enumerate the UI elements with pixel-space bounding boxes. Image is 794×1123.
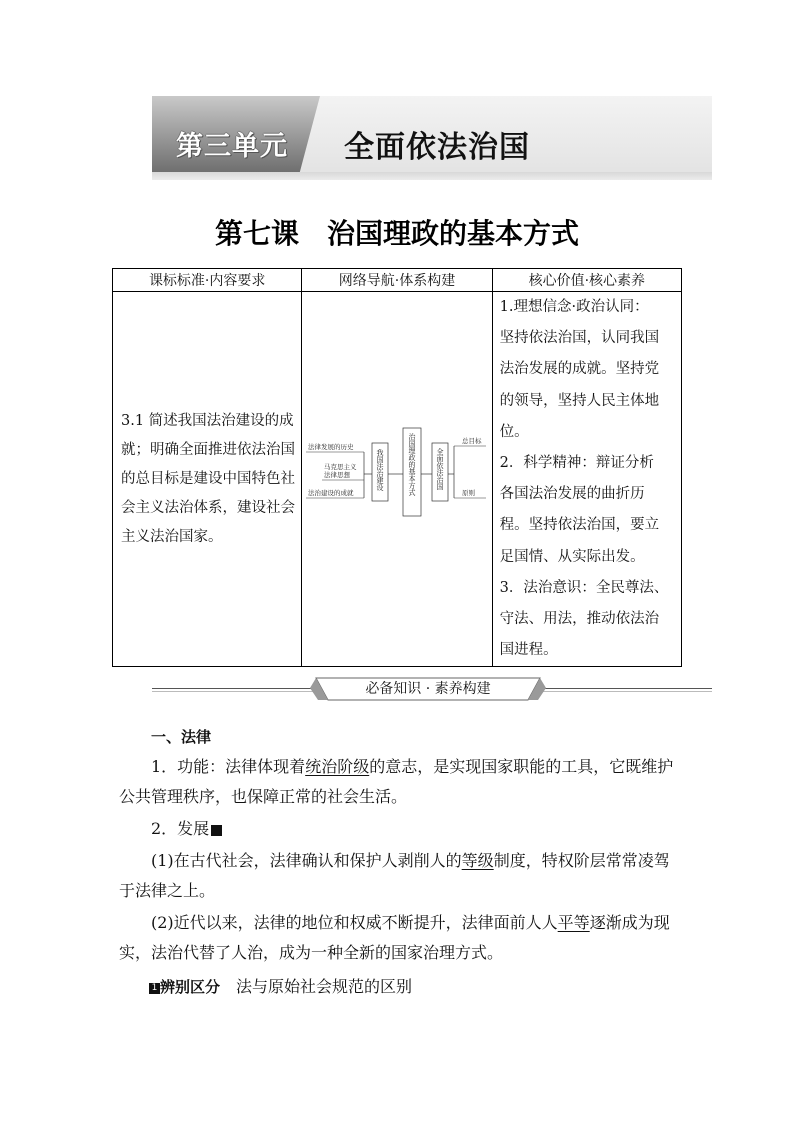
- section-label: 必备知识 · 素养构建: [365, 681, 491, 697]
- header-standards: 课标标准·内容要求: [113, 269, 302, 292]
- unit-title: 全面依法治国: [344, 130, 530, 165]
- core-line: 2．科学精神：辩证分析: [499, 455, 654, 472]
- core-line: 国进程。: [499, 642, 558, 659]
- p1-line2: 公共管理秩序，也保障正常的社会生活。: [119, 787, 408, 806]
- p1-prefix: 1．功能：法律体现着: [151, 757, 306, 776]
- paragraph-development: [119, 814, 689, 844]
- core-line: 守法、用法，推动依法治: [499, 611, 660, 628]
- core-line: 3．法治意识：全民尊法、: [499, 579, 669, 596]
- p3-prefix: (1)在古代社会，法律确认和保护人剥削人的: [151, 851, 462, 870]
- diagram-item-principle: 原则: [462, 489, 476, 498]
- paragraph-ancient: [119, 846, 689, 906]
- p3-line2: 于法律之上。: [119, 881, 216, 900]
- note-marker-icon: 1: [211, 825, 222, 836]
- knowledge-diagram: [302, 292, 492, 667]
- paragraph-modern: [119, 908, 689, 968]
- p2-label: 2．发展: [151, 819, 210, 838]
- note-distinction: [147, 972, 717, 1002]
- p4-line2: 实，法治代替了人治，成为一种全新的国家治理方式。: [119, 943, 504, 962]
- p4-prefix: (2)近代以来，法律的地位和权威不断提升，法律面前人人: [151, 913, 558, 932]
- core-line: 各国法治发展的曲折历: [499, 486, 645, 503]
- p4-underline: 平等: [557, 913, 590, 932]
- diagram-item-marxism: 马克思主义: [324, 463, 357, 472]
- core-line: 坚持依法治国，认同我国: [499, 330, 660, 347]
- core-line: 位。: [499, 423, 529, 440]
- note-marker-icon: 1: [149, 983, 160, 994]
- content-heading-law: [119, 722, 689, 752]
- unit-label: 第三单元: [176, 131, 288, 162]
- paragraph-function: [119, 752, 689, 812]
- diagram-box-governance: 治国理政的基本方式: [408, 433, 417, 497]
- header-core-values: 核心价值·核心素养: [492, 269, 681, 292]
- overview-table: [112, 268, 682, 667]
- lesson-title: 第七课 治国理政的基本方式: [214, 217, 579, 250]
- p3-underline: 等级: [461, 851, 494, 870]
- heading-law: 一、法律: [151, 728, 212, 746]
- header-navigation: 网络导航·体系构建: [302, 269, 492, 292]
- core-line: 的领导，坚持人民主体地: [499, 392, 660, 409]
- core-values-text: [492, 292, 681, 667]
- diagram-item-goal: 总目标: [462, 437, 482, 446]
- p1-suffix: 的意志，是实现国家职能的工具，它既维护: [369, 757, 674, 776]
- core-line: 法治发展的成就。坚持党: [499, 361, 660, 378]
- diagram-item-history: 法律发展的历史: [308, 443, 354, 452]
- knowledge-diagram-svg: [302, 293, 491, 665]
- diagram-box-law-based-governance: 全面依法治国: [436, 448, 445, 491]
- p3-suffix: 制度，特权阶层常常凌驾: [493, 851, 670, 870]
- diagram-item-legal-thought: 法律思想: [324, 471, 351, 480]
- standard-text: 3.1 简述我国法治建设的成就；明确全面推进依法治国的总目标是建设中国特色社会主义法治体系，建设社会主义法治国家。: [113, 292, 302, 667]
- core-line: 足国情、从实际出发。: [499, 548, 645, 565]
- unit-banner-shadow: [152, 172, 712, 180]
- core-line: 1.理想信念·政治认同：: [499, 299, 649, 315]
- overview-header-row: [113, 269, 682, 292]
- overview-body-row: [113, 292, 682, 667]
- core-line: 程。坚持依法治国，要立: [499, 517, 660, 534]
- p4-suffix: 逐渐成为现: [589, 913, 670, 932]
- diagram-item-achievements: 法治建设的成就: [308, 489, 354, 498]
- note-text: 法与原始社会规范的区别: [220, 977, 413, 996]
- p1-underline: 统治阶级: [305, 757, 370, 776]
- diagram-box-rule-of-law-building: 我国法治建设: [376, 449, 385, 492]
- note-label: 辨别区分: [160, 978, 221, 996]
